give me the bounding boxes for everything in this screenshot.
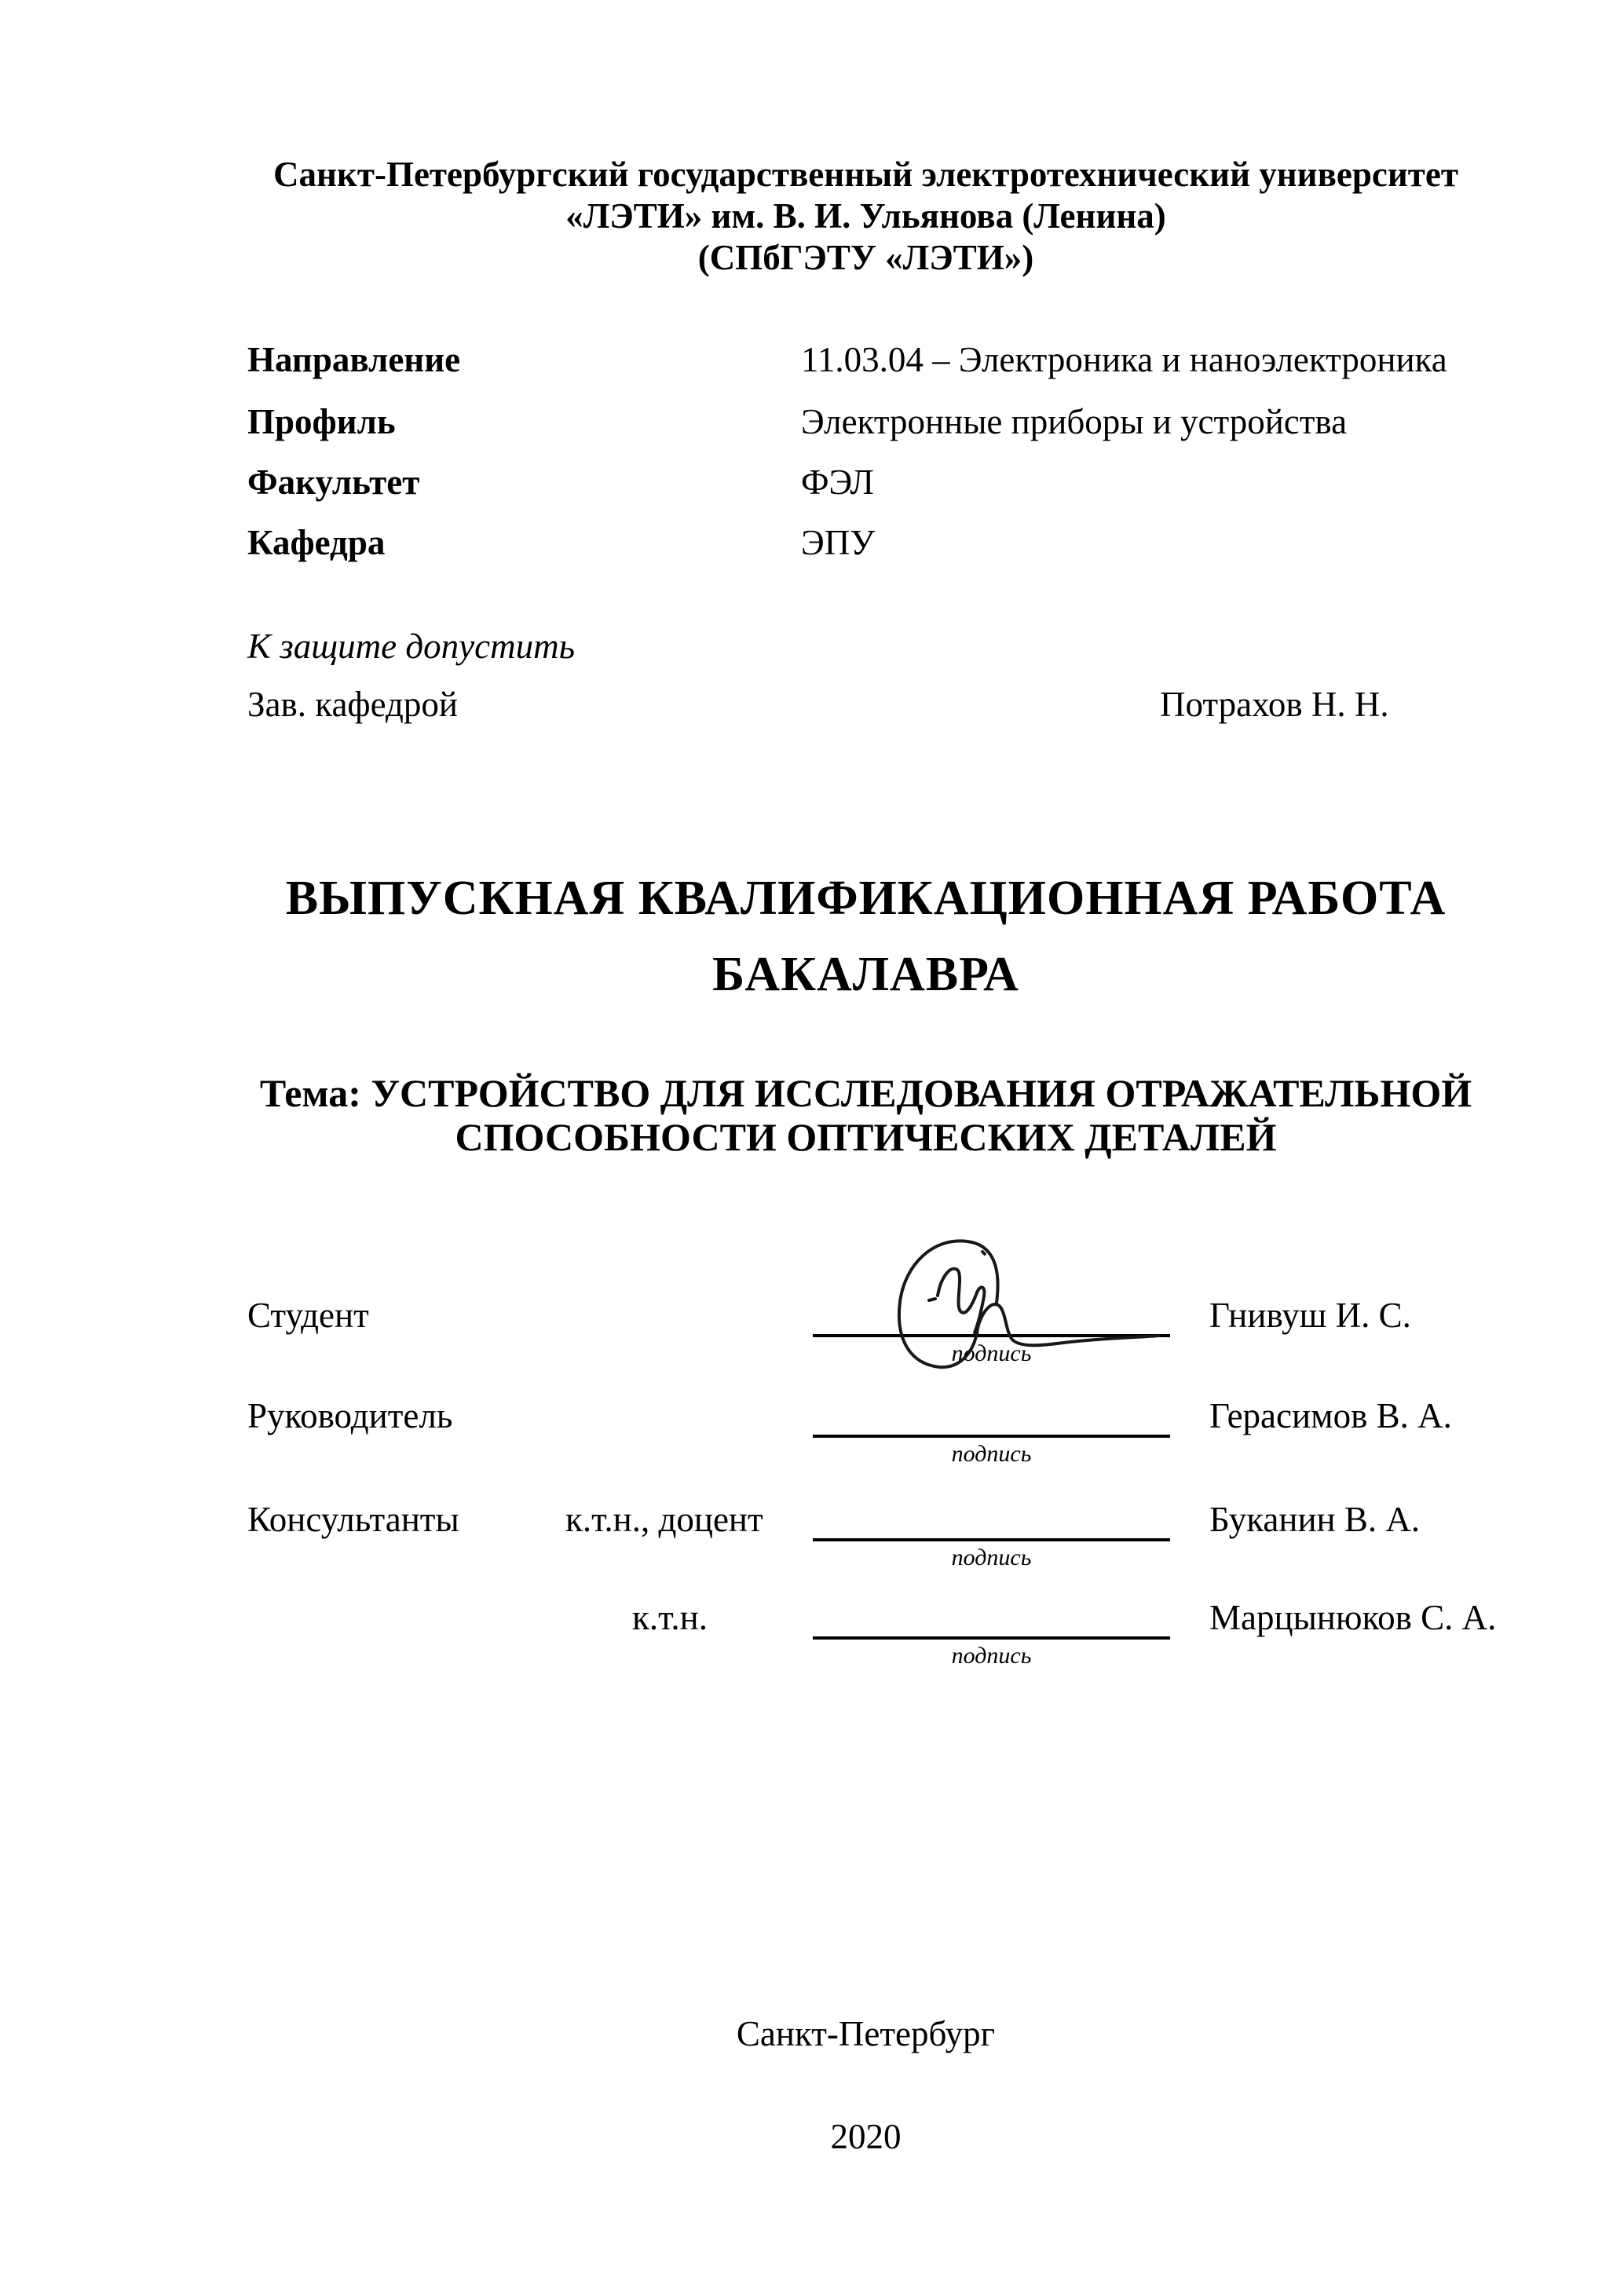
signature-name: Марцынюков С. А.	[1209, 1598, 1497, 1637]
signature-caption: подпись	[951, 1545, 1032, 1570]
info-value: 11.03.04 – Электроника и наноэлектроника	[801, 340, 1447, 379]
handwritten-signature-scribble	[886, 1221, 1184, 1378]
signature-role: Студент	[247, 1296, 369, 1335]
info-label: Направление	[247, 340, 461, 379]
signature-qualification: к.т.н., доцент	[565, 1500, 763, 1539]
info-value: ЭПУ	[801, 523, 876, 562]
thesis-title	[247, 861, 1484, 1013]
info-label: Факультет	[247, 462, 420, 502]
signature-caption: подпись	[951, 1441, 1032, 1467]
signature-role: Консультанты	[247, 1500, 459, 1539]
university-name-line: «ЛЭТИ» им. В. И. Ульянова (Ленина)	[565, 196, 1166, 236]
signature-qualification: к.т.н.	[632, 1598, 708, 1637]
thesis-theme-line-2: СПОСОБНОСТИ ОПТИЧЕСКИХ ДЕТАЛЕЙ	[455, 1115, 1277, 1159]
signature-caption: подпись	[951, 1643, 1032, 1669]
signature-caption: подпись	[951, 1340, 1032, 1366]
footer-year: 2020	[830, 2117, 902, 2156]
thesis-title-line-1: ВЫПУСКНАЯ КВАЛИФИКАЦИОННАЯ РАБОТА	[285, 872, 1447, 925]
university-header	[247, 154, 1484, 279]
department-head-row	[247, 684, 1484, 725]
info-row-department	[247, 522, 1484, 563]
info-row-direction	[247, 339, 1484, 380]
signature-name: Гнивуш И. С.	[1209, 1296, 1411, 1335]
signature-line	[813, 1435, 1170, 1438]
signature-role: Руководитель	[247, 1396, 453, 1435]
signature-name: Буканин В. А.	[1209, 1500, 1421, 1539]
info-label: Кафедра	[247, 523, 386, 562]
signature-row-student	[247, 1295, 1484, 1389]
admission-note: К защите допустить	[247, 627, 576, 666]
thesis-theme	[247, 1071, 1484, 1159]
info-row-faculty	[247, 462, 1484, 503]
signature-row-supervisor	[247, 1395, 1484, 1490]
department-head-name: Потрахов Н. Н.	[1160, 685, 1389, 724]
info-label: Профиль	[247, 402, 396, 441]
signature-name: Герасимов В. А.	[1209, 1396, 1452, 1435]
signature-row-consultant-2	[247, 1597, 1497, 1691]
info-value: Электронные приборы и устройства	[801, 402, 1348, 441]
department-head-label: Зав. кафедрой	[247, 685, 458, 724]
university-abbreviation: (СПбГЭТУ «ЛЭТИ»)	[697, 238, 1034, 277]
footer-city: Санкт-Петербург	[736, 2014, 996, 2053]
info-value: ФЭЛ	[801, 462, 874, 502]
signature-line	[813, 1636, 1170, 1640]
signature-line	[813, 1538, 1170, 1541]
university-name-line: Санкт-Петербургский государственный электротехнический университет	[273, 155, 1458, 194]
info-row-profile	[247, 401, 1484, 442]
signature-row-consultant-1	[247, 1499, 1484, 1593]
thesis-title-line-2: БАКАЛАВРА	[712, 948, 1019, 1001]
thesis-theme-line-1: Тема: УСТРОЙСТВО ДЛЯ ИССЛЕДОВАНИЯ ОТРАЖАТЕЛЬНОЙ	[259, 1071, 1472, 1115]
